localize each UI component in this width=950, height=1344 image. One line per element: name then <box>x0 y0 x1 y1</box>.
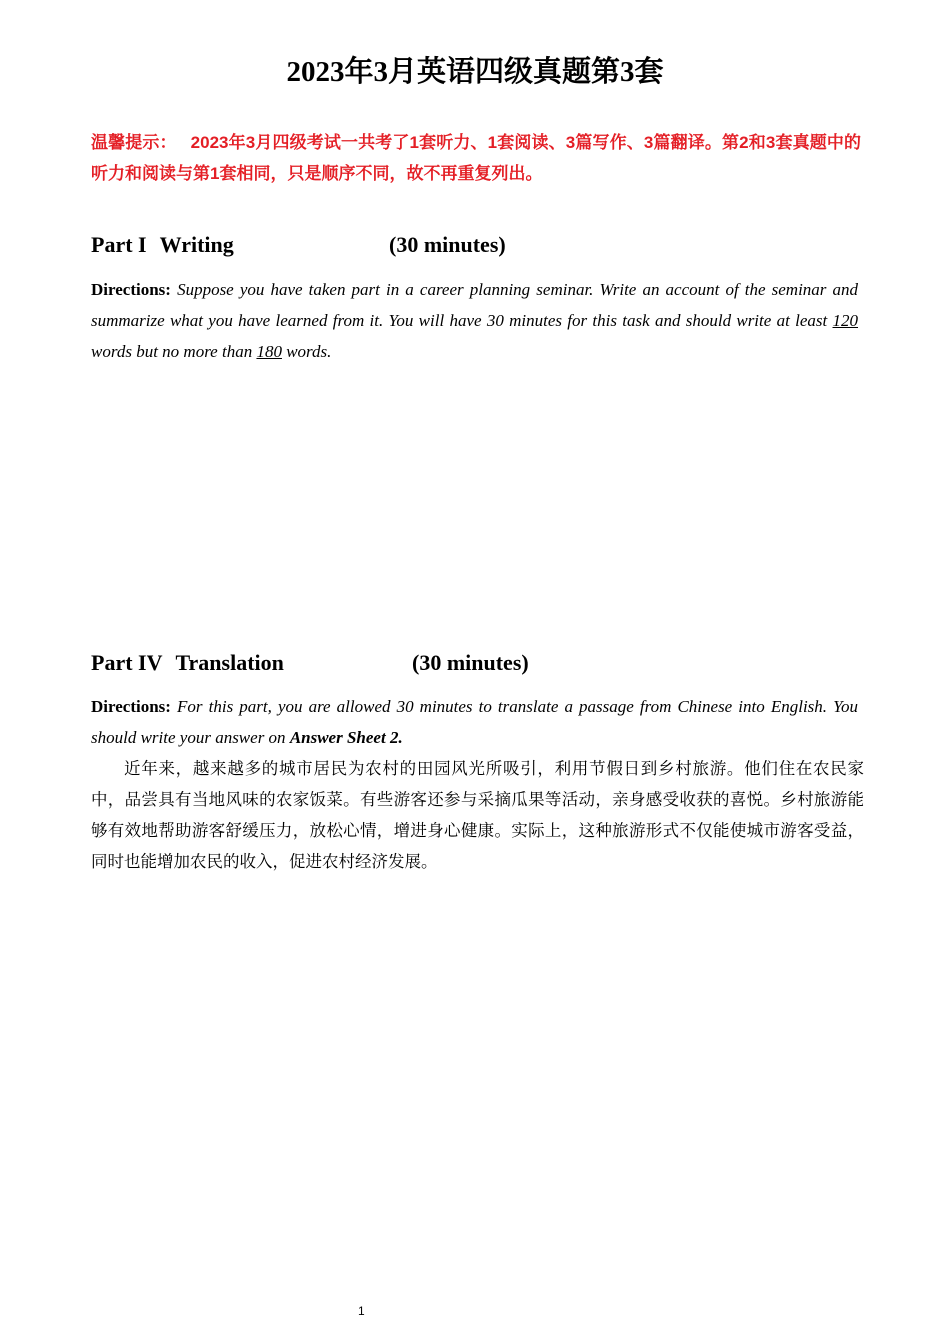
part4-heading <box>91 648 529 678</box>
part4-directions <box>91 691 858 753</box>
translation-passage: 近年来，越来越多的城市居民为农村的田园风光所吸引，利用节假日到乡村旅游。他们住在农民家中，品尝具有当地风味的农家饭菜。有些游客还参与采摘瓜果等活动，亲身感受收获的喜悦。乡村旅游能够有效地帮助游客舒缓压力，放松心情，增进身心健康。实际上，这种旅游形式不仅能使城市游客受益，同时也能增加农民的收入，促进农村经济发展。 <box>91 759 864 871</box>
notice-label: 温馨提示： <box>91 133 177 152</box>
part4-time: (30 minutes) <box>412 650 529 675</box>
part1-directions-label: Directions: <box>91 280 171 299</box>
part1-time: (30 minutes) <box>389 232 506 257</box>
part1-directions-text-2: words but no more than <box>91 342 253 361</box>
part1-name: Writing <box>159 232 234 257</box>
notice-text: 2023年3月四级考试一共考了1套听力、1套阅读、3篇写作、3篇翻译。第2和3套真题中的听力和阅读与第1套相同，只是顺序不同，故不再重复列出。 <box>91 133 862 183</box>
min-word-count: 120 <box>832 311 859 330</box>
part4-number: Part IV <box>91 650 163 675</box>
part1-number: Part I <box>91 232 147 257</box>
part4-directions-label: Directions: <box>91 697 171 716</box>
notice <box>91 127 861 189</box>
part1-directions-text: Suppose you have taken part in a career planning seminar. Write an account of the seminar and summarize what you have learned from it. You will have 30 minutes for this task and should write at least <box>91 280 859 330</box>
answer-sheet-label: Answer Sheet 2. <box>289 728 403 747</box>
part4-name: Translation <box>175 650 284 675</box>
page-title: 2023年3月英语四级真题第3套 <box>286 56 664 88</box>
part1-heading <box>91 230 506 260</box>
part4-directions-text: For this part, you are allowed 30 minutes to translate a passage from Chinese into English. You should write your answer on <box>91 697 859 747</box>
part1-directions-text-3: words. <box>286 342 332 361</box>
part1-directions <box>91 274 858 367</box>
max-word-count: 180 <box>256 342 282 361</box>
page-number: 1 <box>358 1304 365 1318</box>
